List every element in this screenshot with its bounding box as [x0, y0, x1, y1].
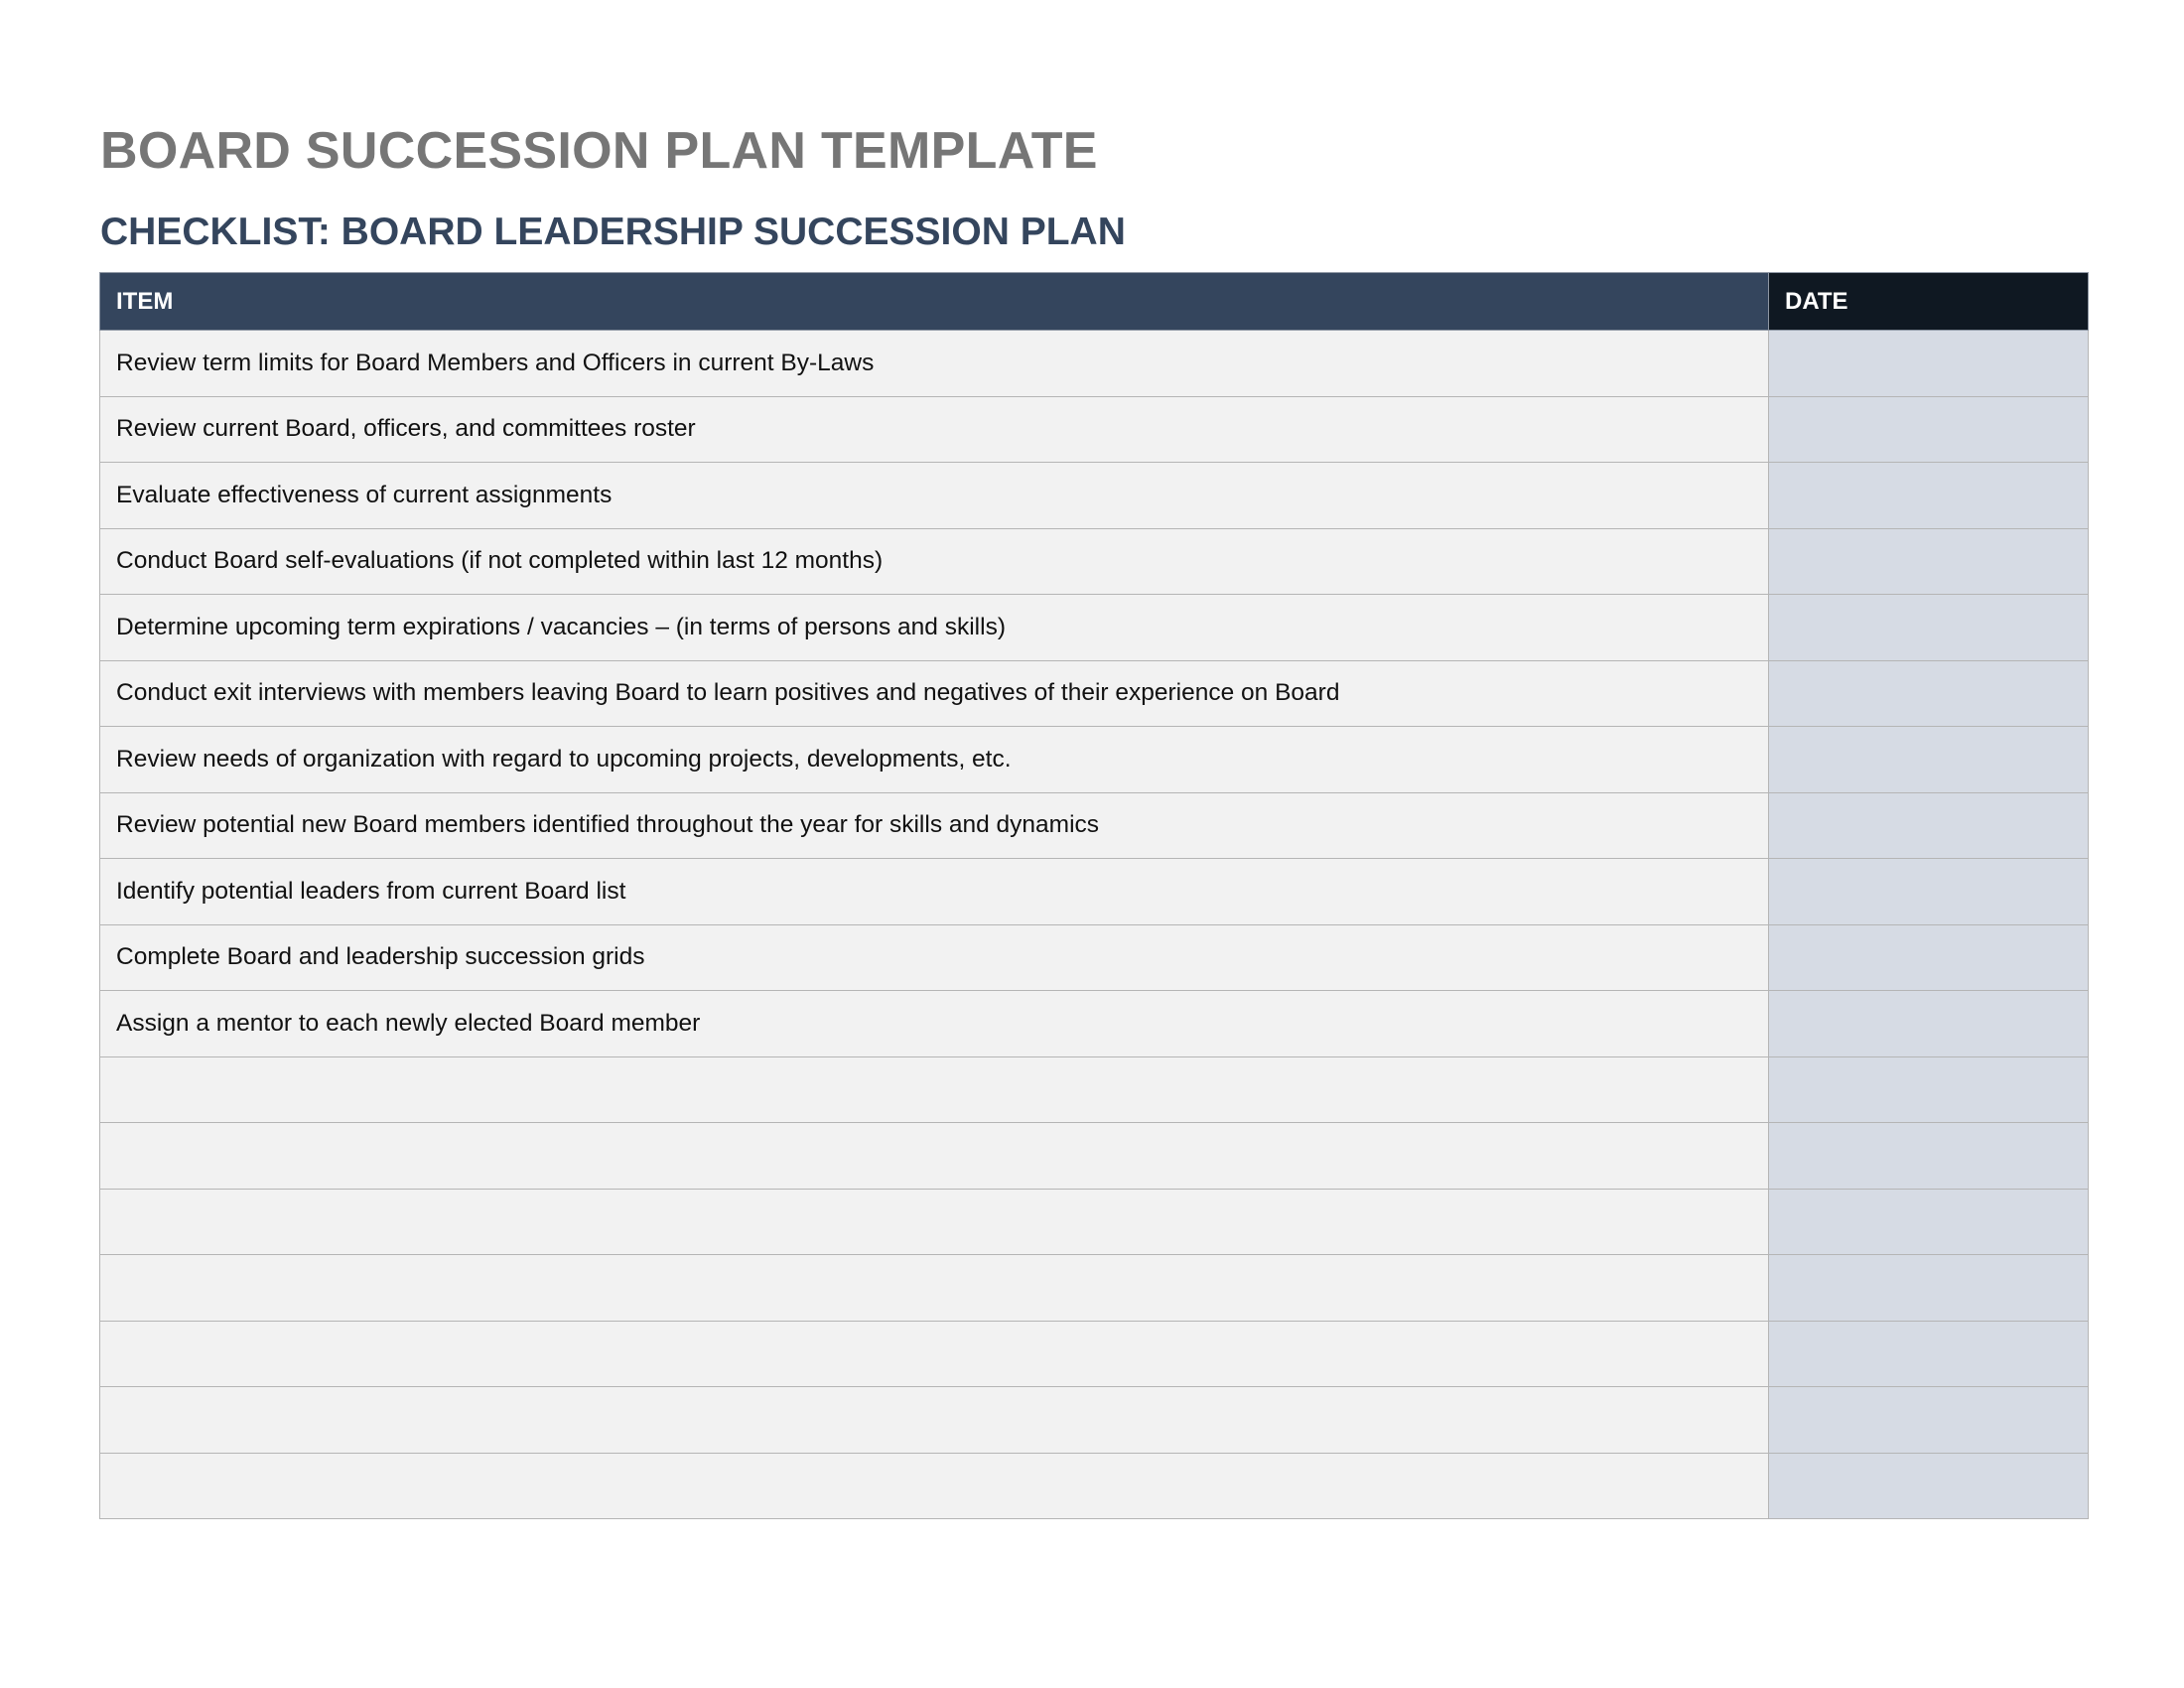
column-header-item: ITEM: [100, 273, 1769, 331]
date-cell[interactable]: [1769, 396, 2089, 463]
item-cell[interactable]: Review current Board, officers, and committees roster: [100, 396, 1769, 463]
table-row: [100, 991, 2089, 1057]
date-cell[interactable]: [1769, 1255, 2089, 1322]
item-cell[interactable]: [100, 1321, 1769, 1387]
date-cell[interactable]: [1769, 463, 2089, 529]
table-row: [100, 1123, 2089, 1190]
table-row: [100, 1453, 2089, 1519]
item-cell[interactable]: [100, 1255, 1769, 1322]
table-row: [100, 1189, 2089, 1255]
table-row: [100, 1321, 2089, 1387]
table-row: [100, 528, 2089, 595]
date-cell[interactable]: [1769, 859, 2089, 925]
item-cell[interactable]: Determine upcoming term expirations / vacancies – (in terms of persons and skills): [100, 595, 1769, 661]
date-cell[interactable]: [1769, 1387, 2089, 1454]
column-header-date: DATE: [1769, 273, 2089, 331]
table-row: [100, 1255, 2089, 1322]
item-cell[interactable]: [100, 1189, 1769, 1255]
item-cell[interactable]: Complete Board and leadership succession grids: [100, 924, 1769, 991]
item-cell[interactable]: Review potential new Board members identified throughout the year for skills and dynamics: [100, 792, 1769, 859]
item-cell[interactable]: Review term limits for Board Members and Officers in current By-Laws: [100, 331, 1769, 397]
date-cell[interactable]: [1769, 595, 2089, 661]
item-cell[interactable]: [100, 1123, 1769, 1190]
table-row: [100, 396, 2089, 463]
table-row: [100, 331, 2089, 397]
table-row: [100, 463, 2089, 529]
item-cell[interactable]: Evaluate effectiveness of current assignments: [100, 463, 1769, 529]
item-cell[interactable]: Conduct Board self-evaluations (if not completed within last 12 months): [100, 528, 1769, 595]
item-cell[interactable]: Assign a mentor to each newly elected Board member: [100, 991, 1769, 1057]
item-cell[interactable]: Identify potential leaders from current Board list: [100, 859, 1769, 925]
item-cell[interactable]: [100, 1453, 1769, 1519]
date-cell[interactable]: [1769, 528, 2089, 595]
table-row: [100, 1056, 2089, 1123]
date-cell[interactable]: [1769, 660, 2089, 727]
table-row: [100, 859, 2089, 925]
date-cell[interactable]: [1769, 1056, 2089, 1123]
date-cell[interactable]: [1769, 1123, 2089, 1190]
date-cell[interactable]: [1769, 792, 2089, 859]
item-cell[interactable]: [100, 1387, 1769, 1454]
item-cell[interactable]: Review needs of organization with regard to upcoming projects, developments, etc.: [100, 727, 1769, 793]
table-row: [100, 1387, 2089, 1454]
table-row: [100, 727, 2089, 793]
date-cell[interactable]: [1769, 727, 2089, 793]
date-cell[interactable]: [1769, 1189, 2089, 1255]
date-cell[interactable]: [1769, 991, 2089, 1057]
table-header-row: [100, 273, 2089, 331]
checklist-table: [99, 272, 2089, 1519]
item-cell[interactable]: Conduct exit interviews with members leaving Board to learn positives and negatives of their experience on Board: [100, 660, 1769, 727]
date-cell[interactable]: [1769, 331, 2089, 397]
table-row: [100, 660, 2089, 727]
date-cell[interactable]: [1769, 1321, 2089, 1387]
page-title: BOARD SUCCESSION PLAN TEMPLATE: [100, 122, 1098, 180]
item-cell[interactable]: [100, 1056, 1769, 1123]
date-cell[interactable]: [1769, 1453, 2089, 1519]
checklist-rows: [100, 331, 2089, 1519]
section-title: CHECKLIST: BOARD LEADERSHIP SUCCESSION PLAN: [100, 211, 1126, 253]
date-cell[interactable]: [1769, 924, 2089, 991]
table-row: [100, 595, 2089, 661]
table-row: [100, 924, 2089, 991]
table-row: [100, 792, 2089, 859]
